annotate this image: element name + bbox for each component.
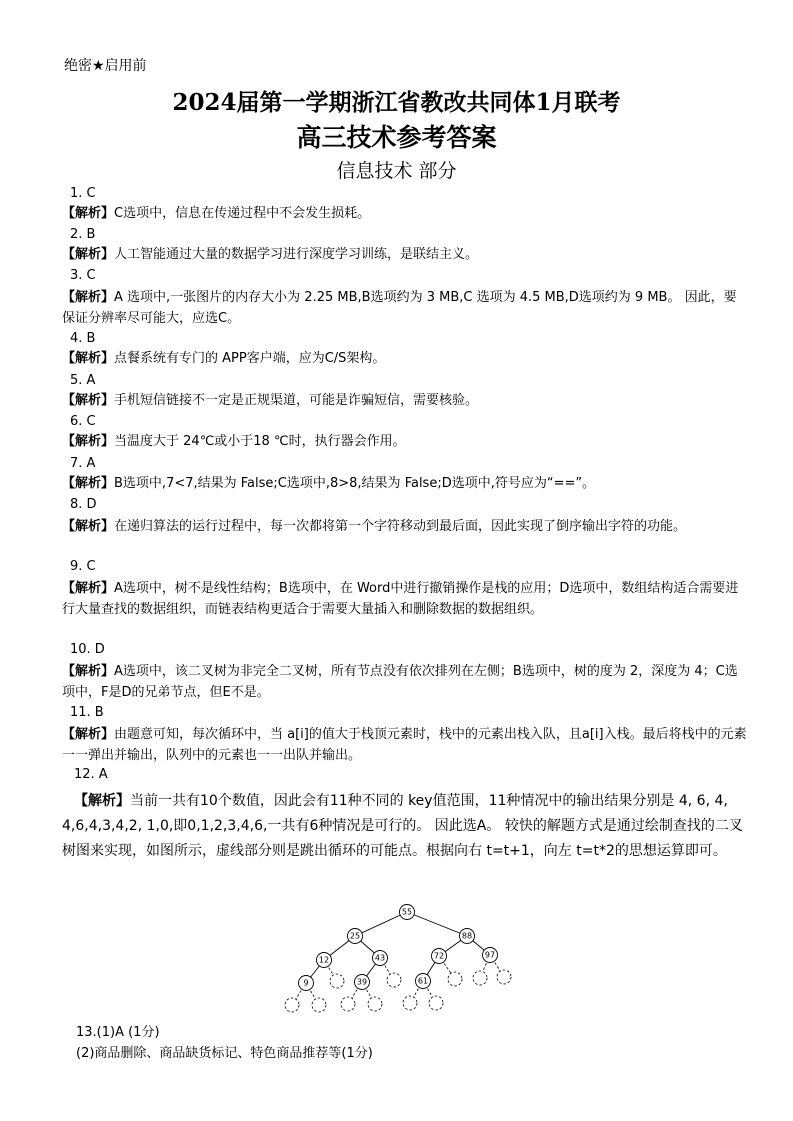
answer-number: 6. C [70, 414, 96, 429]
answer-key-title: 高三技术参考答案 [296, 123, 497, 152]
tree-leaf-node [330, 974, 344, 988]
analysis-text: A 选项中,一张图片的内存大小为 2.25 MB,B选项约为 3 MB,C 选项为 4.5 MB,D选项约为 9 MB。 因此，要保证分辨率尽可能大，应选C。 [62, 290, 737, 326]
analysis-text: 当前一共有10个数值，因此会有11种不同的 key值范围，11种情况中的输出结果分别是 4, 6, 4, 4,6,4,3,4,2, 1,0,即0,1,2,3,4,6,一共有6种情况是可行的。 因此选A。 较快的解题方式是通过绘制查找的二叉树图来实现，如图所示，虚线部分则是跳出循环的可能点。根据向右 t=t+1，向左 t=t*2的思想运算即可。 [62, 793, 743, 859]
tree-node-label: 39 [356, 977, 368, 987]
answer-number: 11. B [70, 705, 104, 720]
confidential-mark: 绝密★启用前 [64, 58, 147, 74]
tree-leaf-node [448, 972, 462, 986]
tree-leaf-node [368, 997, 382, 1011]
analysis-text: A选项中，树不是线性结构；B选项中，在 Word中进行撤销操作是栈的应用；D选项中，数组结构适合需要进行大量查找的数据组织，而链表结构更适合于需要大量插入和删除数据的数据组织。 [62, 581, 739, 617]
q12-analysis-paragraph [62, 789, 747, 864]
analysis-line [62, 516, 747, 537]
analysis-text: 在递归算法的运行过程中，每一次都将第一个字符移动到最后面，因此实现了倒序输出字符的功能。 [114, 519, 687, 534]
analysis-tag: 【解析】 [62, 247, 115, 262]
tree-node-label: 55 [401, 907, 413, 917]
analysis-line [62, 475, 595, 492]
analysis-tag: 【解析】 [62, 581, 115, 596]
answer-number: 12. A [74, 767, 108, 782]
analysis-line [62, 392, 478, 409]
analysis-line [62, 205, 370, 222]
analysis-text: 由题意可知，每次循环中，当 a[i]的值大于栈顶元素时，栈中的元素出栈入队，且a[i]入栈。最后将栈中的元素一一弹出并输出，队列中的元素也一一出队并输出。 [62, 727, 747, 763]
analysis-text: 手机短信链接不一定是正规渠道，可能是诈骗短信，需要核验。 [114, 393, 479, 408]
tree-leaf-node [387, 973, 401, 987]
analysis-tag: 【解析】 [62, 351, 115, 366]
analysis-tag: 【解析】 [62, 476, 115, 491]
tree-edge [355, 912, 407, 936]
analysis-line [62, 661, 747, 703]
analysis-text: 点餐系统有专门的 APP客户端，应为C/S架构。 [114, 351, 386, 366]
analysis-text: B选项中,7<7,结果为 False;C选项中,8>8,结果为 False;D选项中,符号应为“==”。 [114, 476, 596, 491]
tree-leaf-node [285, 998, 299, 1012]
analysis-tag: 【解析】 [74, 793, 130, 809]
tree-leaf-node [403, 996, 417, 1010]
answer-number: 8. D [70, 497, 97, 512]
analysis-tag: 【解析】 [62, 290, 115, 305]
answer-number: 2. B [70, 227, 96, 242]
analysis-line [62, 724, 747, 766]
q13-part1: 13.(1)A (1分) [76, 1025, 160, 1040]
analysis-tag: 【解析】 [62, 664, 115, 679]
tree-leaf-node [473, 971, 487, 985]
q13-part2: (2)商品删除、商品缺货标记、特色商品推荐等(1分) [76, 1046, 373, 1061]
analysis-line [62, 246, 478, 263]
analysis-text: A选项中，该二叉树为非完全二叉树，所有节点没有依次排列在左侧；B选项中，树的度为 2，深度为 4；C选项中，F是D的兄弟节点，但E不是。 [62, 664, 738, 700]
analysis-line [62, 433, 406, 450]
tree-node-label: 72 [433, 951, 445, 961]
answer-number: 7. A [70, 456, 96, 471]
analysis-tag: 【解析】 [62, 434, 115, 449]
answer-number: 1. C [70, 186, 96, 201]
tree-node-label: 88 [461, 931, 473, 941]
answer-number: 3. C [70, 268, 96, 283]
tree-leaf-node [312, 998, 326, 1012]
answer-number: 10. D [70, 642, 105, 657]
binary-search-tree-figure [276, 902, 526, 1020]
analysis-line [62, 578, 747, 620]
tree-edge [407, 912, 467, 936]
tree-node-label: 97 [484, 950, 496, 960]
tree-leaf-node [429, 996, 443, 1010]
analysis-tag: 【解析】 [62, 727, 115, 742]
tree-node-label: 9 [303, 978, 309, 988]
tree-leaf-node [341, 997, 355, 1011]
tree-node-label: 12 [318, 955, 330, 965]
answer-number: 9. C [70, 559, 96, 574]
answer-number: 4. B [70, 331, 96, 346]
section-title: 信息技术 部分 [336, 160, 457, 182]
tree-node-label: 43 [374, 953, 386, 963]
analysis-line [62, 350, 385, 367]
answer-number: 5. A [70, 373, 96, 388]
analysis-text: 当温度大于 24℃或小于18 ℃时，执行器会作用。 [114, 434, 406, 449]
analysis-tag: 【解析】 [62, 206, 115, 221]
exam-title: 2024届第一学期浙江省教改共同体1月联考 [172, 89, 621, 116]
analysis-line [62, 287, 747, 329]
tree-node-label: 61 [417, 976, 429, 986]
tree-leaf-node [497, 970, 511, 984]
analysis-text: 人工智能通过大量的数据学习进行深度学习训练，是联结主义。 [114, 247, 479, 262]
tree-node-label: 25 [349, 931, 361, 941]
analysis-tag: 【解析】 [62, 519, 115, 534]
analysis-text: C选项中，信息在传递过程中不会发生损耗。 [114, 206, 371, 221]
analysis-tag: 【解析】 [62, 393, 115, 408]
